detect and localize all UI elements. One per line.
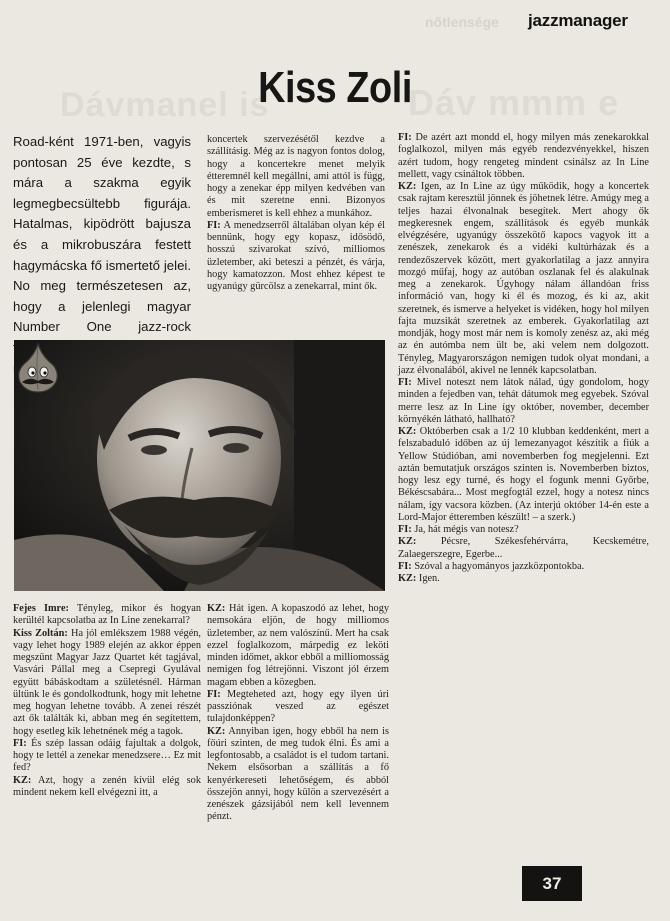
ghost-heading-left: Dávmanel is	[60, 86, 270, 124]
paragraph: KZ: Októberben csak a 1/2 10 klubban keddenként, mert a felszabaduló időben az új lemezanyagot készítik a fiúk a Yellow Stúdióban, ami novemberben fog megjelenni. Ezt aztán bemutatjuk országos szinten is. Novemberben biztos, hogy lesz egy turné, és hogy el fogunk menni Győrbe, Békéscsabára... Most megfogtál ezzel, hogy a notesz nincs nálam, így vacsora közben. (Az interjú október 14-én este a Lord-Major étteremben készült! – a szerk.)	[398, 426, 649, 523]
paragraph: FI: És szép lassan odáig fajultak a dolgok, hogy te lettél a zenekar menedzsere… Ez mit fed?	[13, 737, 202, 774]
paragraph: koncertek szervezésétől kezdve a szállításig. Még az is nagyon fontos dolog, hogy a koncertekre menet melyik étteremnél kell megállni, ami attól is függ, hogy a zenekar épp milyen kedvében van és mit szeretne enni. Bizonyos emberismeret is kell ehhez a munkához.	[207, 134, 385, 219]
paragraph: FI: Szóval a hagyományos jazzközpontokba.	[398, 560, 585, 572]
paragraph: KZ: Annyiban igen, hogy ebből ha nem is főúri szinten, de meg tudok élni. És ami a legfontosabb, a családot is el tudom tartani. Nekem elsősorban a szállítás a fő kenyérkereseti lehetőségem, és abból összejön annyi, hogy külön a szervezésért a zenészek gázsijából nem kell levennem pénzt.	[207, 725, 389, 823]
paragraph: KZ: Hát igen. A kopaszodó az lehet, hogy nemsokára eljön, de hogy milliomos üzletember, az nem valószínű. Mert ha csak ezzel foglalkozom, márpedig ez leköti minden időmet, akkor ebből a milliomosság nemigen fog létrejönni. Viszont jól érzem magam ebben a közegben.	[207, 603, 389, 688]
onion-mascot-icon	[14, 342, 62, 394]
column-1-bottom	[13, 603, 201, 799]
article-title: Kiss Zoli	[258, 63, 412, 112]
paragraph: Fejes Imre: Tényleg, mikor és hogyan kerültél kapcsolatba az In Line zenekarral?	[13, 603, 201, 627]
paragraph: KZ: Igen.	[398, 573, 440, 584]
paragraph: FI: Ja, hát mégis van notesz?	[398, 524, 519, 535]
portrait-photo	[14, 340, 385, 591]
paragraph: KZ: Pécsre, Székesfehérvárra, Kecskemétre, Zalaegerszegre, Egerbe...	[398, 536, 650, 560]
paragraph: KZ: Azt, hogy a zenén kívül elég sok mindent nekem kell elvégezni itt, a	[13, 774, 201, 798]
paragraph: FI: De azért azt mondd el, hogy milyen más zenekarokkal foglalkozol, milyen más egyéb rendezvényekkel, hiszen azért tudom, hogy rengeteg mindent csinálsz az In Line mellett, vagy csináltok többen.	[398, 132, 649, 180]
column-2-top	[207, 134, 385, 293]
ghost-header-text: nőtlensége	[425, 14, 499, 30]
article-intro: Road-ként 1971-ben, vagyis pontosan 25 éve kezdte, s mára a szakma egyik legmegbecsültebb figurája. Hatalmas, kipödrött bajusza és a mikrobuszára festett hagymácska fő ismertető jelei. No meg természetesen az, hogy a jelenlegi magyar Number One jazz-rock	[13, 134, 191, 335]
paragraph: Kiss Zoltán: Ha jól emlékszem 1988 végén, vagy lehet hogy 1989 elején az akkor éppen megszűnt Magyar Jazz Quartet két tagjával, Vasvári Pállal meg a Csepregi Gyulával együtt bábáskodtam a születésnél. Hárman ültünk le és gondolkodtunk, hogy mit lehetne meg hogyan lehetne tovább. A zenei részét azt ők találták ki, abban meg én segítettem, hogy esetleg kik lehetnének még a tagok.	[13, 627, 202, 737]
ghost-heading-right: Dáv mmm e	[408, 82, 620, 123]
paragraph: FI: Megteheted azt, hogy egy ilyen úri passziónak veszed az egészet tulajdonképpen?	[207, 688, 389, 725]
paragraph: KZ: Igen, az In Line az úgy működik, hogy a koncertek csak rajtam keresztül jönnek és jöhetnek létre. Amúgy meg a teljes hazai élvonalnak besegítek. Mert ahogy ők megkeresnek engem, szállítások és egyéb munkák elvégzésére, ugyanúgy összekötő kapocs vagyok itt a zenészek, zenekarok és a vidéki kultúrházak és a rendezőszervek között, mert gyakorlatilag a jazz annyira mozgó műfaj, hogy az autóban oszlanak fel és alakulnak meg a zenekarok. Úgyhogy nálam állandóan friss információ van, hogy ki él és mozog, és ki az, akit szeretnek, és ismerve a helyeket is vidéken, hogy hol milyen fajta muzsikát szeretnek az emberek. Gyakorlatilag azt mondják, hogy most már nem is komoly zenész az, aki még az én autómba nem ült be, aki velem nem dolgozott. Tényleg, Magyarországon nemigen tudok olyat mondani, a jazz élvonalából, akivel ne lennék kapcsolatban.	[398, 181, 650, 376]
paragraph: FI: Mivel noteszt nem látok nálad, úgy gondolom, hogy minden a fejedben van, tehát dátumok meg egyebek. Szóval merre lesz az In Line így október, november, december környékén látható, hallható?	[398, 377, 649, 425]
section-brand: jazzmanager	[528, 11, 628, 30]
column-2-bottom	[207, 603, 389, 824]
paragraph: FI: A menedzserről általában olyan kép él bennünk, hogy egy kopasz, idősödő, hosszú szivarokat szívó, milliomos üzletember, aki beteszi a pénzét, és várja, hogy kamatozzon. Most ehhez képest te ugyanúgy gürcölsz a zenekarral, mint ők.	[207, 219, 385, 292]
column-3	[398, 132, 649, 585]
portrait-illustration	[14, 340, 385, 591]
page-number: 37	[522, 866, 582, 901]
